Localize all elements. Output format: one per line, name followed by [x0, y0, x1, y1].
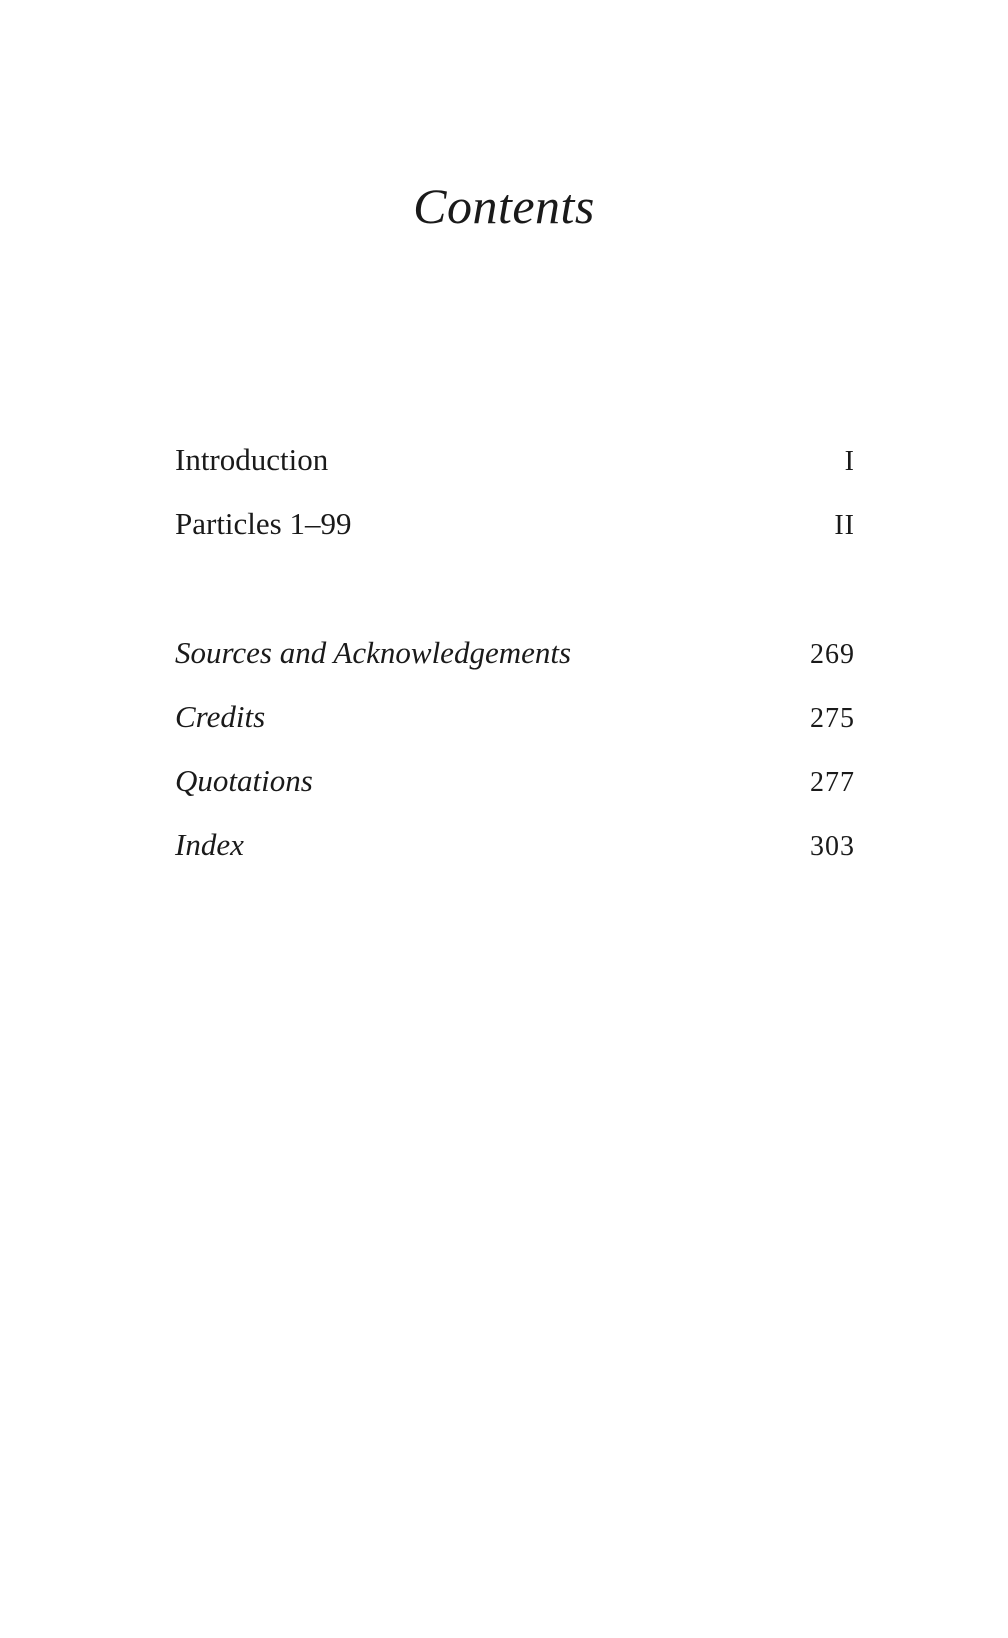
- toc-entry-title: Credits: [175, 699, 266, 734]
- toc-entry: [175, 504, 855, 568]
- toc-entry-title: Particles 1–99: [175, 506, 352, 541]
- toc-entry-page: 269: [810, 639, 855, 670]
- toc-entry-title: Quotations: [175, 763, 313, 798]
- toc-entry-page: II: [834, 510, 855, 541]
- toc-entry-title: Sources and Acknowledgements: [175, 635, 572, 670]
- toc-entry-page: 275: [810, 703, 855, 734]
- toc-entry-title: Introduction: [175, 442, 329, 477]
- toc-entry: [175, 761, 855, 825]
- toc-entry-page: 303: [810, 831, 855, 862]
- page-title: Contents: [413, 178, 595, 234]
- main-contents-list: [175, 440, 855, 568]
- back-matter-list: [175, 633, 855, 889]
- toc-entry: [175, 825, 855, 889]
- toc-entry: [175, 440, 855, 504]
- toc-entry-page: I: [844, 446, 855, 477]
- toc-entry: [175, 633, 855, 697]
- toc-entry: [175, 697, 855, 761]
- toc-entry-title: Index: [175, 827, 244, 862]
- toc-entry-page: 277: [810, 767, 855, 798]
